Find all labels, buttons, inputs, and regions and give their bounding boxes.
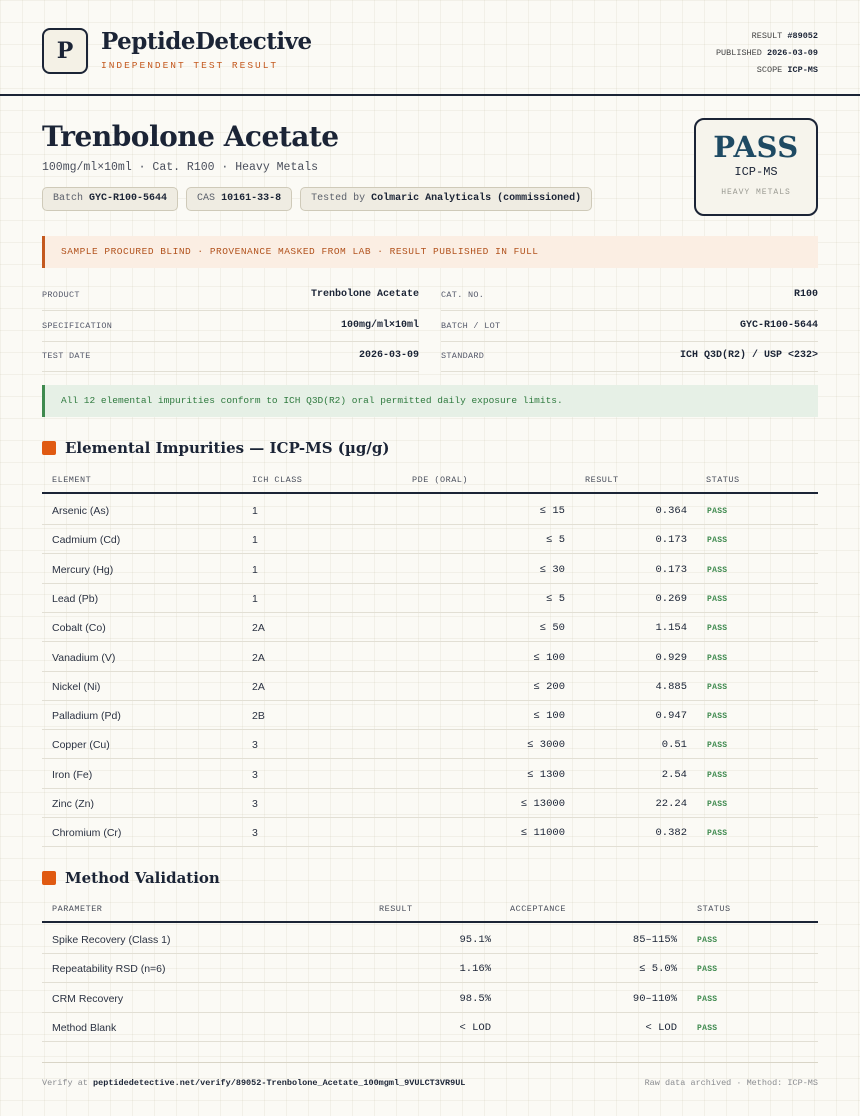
report-meta [716,28,818,79]
table-row [42,1013,818,1042]
pde-limit: ≤ 5 [546,592,565,605]
status-badge: PASS [697,936,718,945]
table-row [42,584,818,613]
status-badge: PASS [697,1023,718,1033]
info-value: R100 [793,289,818,300]
table-row [42,789,818,818]
table-row [42,925,818,954]
result-value: 0.173 [655,563,687,576]
section-marker-icon [42,441,56,455]
pde-limit: ≤ 13000 [520,798,565,810]
chip-label: Batch [53,193,84,204]
pde-limit: ≤ 3000 [527,739,565,752]
ich-class: 2A [252,622,265,635]
column-header: STATUS [706,475,740,485]
status-badge: PASS [707,565,728,575]
tested-by-chip [300,187,592,211]
pde-limit: ≤ 200 [533,680,565,693]
info-row-standard [441,342,818,372]
info-value: GYC-R100-5644 [739,320,818,331]
result-value: 98.5% [459,992,491,1005]
chip-label: CAS [197,193,216,204]
ich-class: 2A [252,651,265,664]
table-row [42,760,818,789]
element-name: Palladium (Pd) [52,710,121,723]
info-label: BATCH / LOT [441,321,501,331]
parameter-name: CRM Recovery [52,992,124,1005]
element-name: Lead (Pb) [52,592,99,605]
info-label: SPECIFICATION [42,321,113,331]
table-row [42,730,818,759]
validation-section-header [42,869,220,887]
status-badge: PASS [707,741,728,751]
status-badge: PASS [707,624,728,634]
validation-table-header [42,898,818,923]
status-badge: PASS [697,994,718,1004]
product-title: Trenbolone Acetate [42,120,339,153]
element-name: Iron (Fe) [52,768,93,781]
cas-chip [186,187,292,211]
element-name: Cobalt (Co) [52,622,106,635]
pde-limit: ≤ 100 [533,710,565,723]
acceptance-criteria: ≤ 5.0% [639,963,677,976]
table-row [42,701,818,730]
ich-class: 3 [252,768,258,781]
result-value: 0.51 [661,739,687,752]
product-subtitle: 100mg/ml×10ml · Cat. R100 · Heavy Metals [42,161,319,174]
table-row [42,643,818,672]
footer-note: Raw data archived · Method: ICP-MS [644,1078,818,1088]
logo-icon: P [42,28,88,74]
pde-limit: ≤ 11000 [520,827,565,840]
pde-limit: ≤ 30 [539,563,565,576]
parameter-name: Spike Recovery (Class 1) [52,934,171,946]
pde-limit: ≤ 50 [539,622,565,635]
column-header: ACCEPTANCE [510,904,567,914]
scope-label: SCOPE [756,65,783,75]
element-name: Copper (Cu) [52,739,110,752]
table-row [42,555,818,584]
acceptance-criteria: < LOD [645,1021,677,1034]
info-label: TEST DATE [42,351,91,361]
verify-line [42,1078,465,1088]
result-value: 0.173 [655,534,687,547]
parameter-name: Repeatability RSD (n=6) [52,963,166,976]
acceptance-criteria: 85–115% [632,934,677,946]
acceptance-criteria: 90–110% [632,992,677,1005]
ich-class: 1 [252,534,258,547]
chip-value: 10161-33-8 [221,193,282,204]
brand-subtitle: INDEPENDENT TEST RESULT [101,60,279,71]
info-label: STANDARD [441,351,485,361]
column-header: ELEMENT [52,475,92,485]
column-header: RESULT [379,904,413,914]
column-header: ICH CLASS [252,475,303,485]
info-value: 100mg/ml×10ml [340,320,419,331]
ich-class: 3 [252,798,258,810]
conformance-notice: All 12 elemental impurities conform to ICH Q3D(R2) oral permitted daily exposure limits. [42,385,818,417]
column-header: PARAMETER [52,904,103,914]
verify-link[interactable]: peptidedetective.net/verify/89052-Trenbolone_Acetate_100mgml_9VULCT3VR9UL [93,1078,466,1088]
verdict-badge [694,118,818,216]
element-name: Nickel (Ni) [52,680,101,693]
result-value: 1.154 [655,622,687,635]
table-row [42,818,818,847]
verdict-text: PASS [713,130,799,164]
result-value: 95.1% [459,934,491,946]
chip-value: Colmaric Analyticals (commissioned) [371,193,582,204]
ich-class: 1 [252,505,258,517]
element-name: Chromium (Cr) [52,827,122,840]
result-value: 0.364 [655,505,687,517]
column-header: STATUS [697,904,731,914]
info-row-specification [42,312,419,342]
brand-name: PeptideDetective [101,28,312,55]
element-name: Zinc (Zn) [52,798,94,810]
info-value: 2026-03-09 [358,350,419,361]
status-badge: PASS [707,594,728,604]
impurities-section-header [42,439,389,457]
published-date: 2026-03-09 [766,48,818,58]
procurement-notice: SAMPLE PROCURED BLIND · PROVENANCE MASKED FROM LAB · RESULT PUBLISHED IN FULL [42,236,818,268]
verify-label: Verify at [42,1078,88,1088]
table-row [42,496,818,525]
result-id: #89052 [787,31,818,41]
info-label: CAT. NO. [441,290,485,300]
column-header: PDE (ORAL) [412,475,469,485]
ich-class: 2A [252,680,265,693]
result-label: RESULT [751,31,783,41]
verdict-scope: HEAVY METALS [721,188,791,197]
table-row [42,613,818,642]
table-row [42,525,818,554]
result-value: 0.269 [655,592,687,605]
element-name: Mercury (Hg) [52,563,114,576]
pde-limit: ≤ 15 [539,505,565,517]
result-value: 0.947 [655,710,687,723]
table-row [42,954,818,983]
section-title: Elemental Impurities — ICP-MS (µg/g) [65,439,390,457]
status-badge: PASS [707,829,728,839]
ich-class: 3 [252,827,258,840]
report-footer [42,1062,818,1092]
product-chips [42,187,592,211]
element-name: Cadmium (Cd) [52,534,121,547]
published-label: PUBLISHED [715,48,762,58]
info-label: PRODUCT [42,290,80,300]
column-header: RESULT [585,475,619,485]
table-row [42,984,818,1013]
result-value: < LOD [459,1021,491,1034]
verdict-method: ICP-MS [734,165,778,179]
result-value: 2.54 [661,768,687,781]
result-value: 1.16% [459,963,491,976]
info-value: ICH Q3D(R2) / USP <232> [679,350,818,361]
result-value: 22.24 [655,798,687,810]
ich-class: 2B [252,710,265,723]
result-value: 4.885 [655,680,687,693]
ich-class: 1 [252,592,258,605]
scope-value: ICP-MS [787,65,818,75]
parameter-name: Method Blank [52,1021,117,1034]
pde-limit: ≤ 100 [533,651,565,664]
ich-class: 1 [252,563,258,576]
impurities-table-header [42,469,818,494]
status-badge: PASS [707,712,728,722]
table-row [42,672,818,701]
pde-limit: ≤ 1300 [527,768,565,781]
section-title: Method Validation [65,869,220,887]
status-badge: PASS [707,682,728,692]
status-badge: PASS [697,965,718,975]
status-badge: PASS [707,800,728,809]
info-row-cat-no [441,281,818,311]
info-row-test-date [42,342,419,372]
ich-class: 3 [252,739,258,752]
info-row-product [42,281,419,311]
status-badge: PASS [707,770,728,780]
result-value: 0.929 [655,651,687,664]
section-marker-icon [42,871,56,885]
result-value: 0.382 [655,827,687,840]
chip-value: GYC-R100-5644 [89,193,168,204]
status-badge: PASS [707,536,728,546]
pde-limit: ≤ 5 [546,534,565,547]
element-name: Vanadium (V) [52,651,116,664]
info-row-batch [441,312,818,342]
info-value: Trenbolone Acetate [310,289,419,300]
chip-label: Tested by [311,193,366,204]
status-badge: PASS [707,507,728,516]
element-name: Arsenic (As) [52,505,110,517]
status-badge: PASS [707,653,728,663]
report-header [0,0,860,96]
batch-chip [42,187,178,211]
